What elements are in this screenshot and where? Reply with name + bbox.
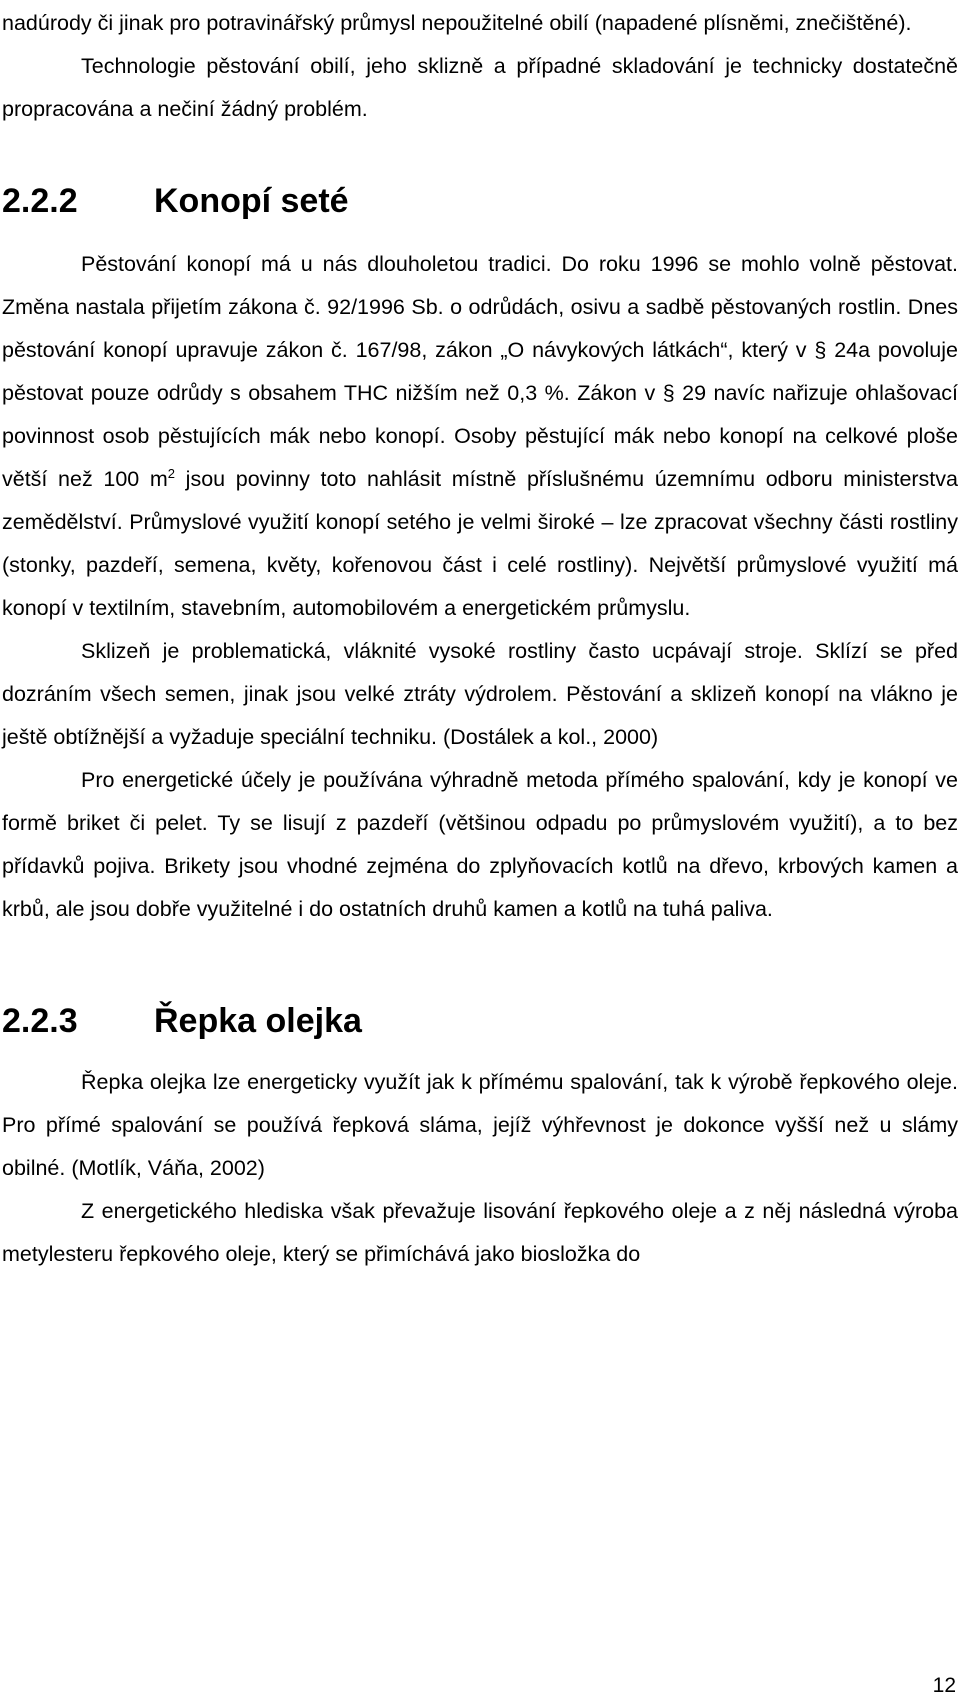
paragraph-text: jsou povinny toto nahlásit místně příslušnému územnímu odboru ministerstva zemědělství. Průmyslové využití konopí setého je velmi široké – lze zpracovat všechny části rostliny (stonky, pazdeří, semena, květy, kořenovou část i celé rostliny). Největší průmyslové využití má konopí v textilním, stavebním, automobilovém a energetickém průmyslu. <box>2 467 958 620</box>
paragraph-rapeseed-oil: Z energetického hlediska však převažuje lisování řepkového oleje a z něj následná výroba metylesteru řepkového oleje, který se přimíchává jako biosložka do <box>2 1199 958 1266</box>
paragraph-hemp-cultivation <box>2 243 958 630</box>
section-title: Řepka olejka <box>154 1002 362 1040</box>
paragraph-text: Pěstování konopí má u nás dlouholetou tradici. Do roku 1996 se mohlo volně pěstovat. Změna nastala přijetím zákona č. 92/1996 Sb. o odrůdách, osivu a sadbě pěstovaných rostlin. Dnes pěstování konopí upravuje zákon č. 167/98, zákon „O návykových látkách“, který v § 24a povoluje pěstovat pouze odrůdy s obsahem THC nižším než 0,3 %. Zákon v § 29 navíc nařizuje ohlašovací povinnost osob pěstujících mák nebo konopí. Osoby pěstující mák nebo konopí na celkové ploše větší než 100 m <box>2 252 958 491</box>
section-number: 2.2.3 <box>2 1002 78 1040</box>
superscript: 2 <box>167 465 176 481</box>
paragraph-hemp-harvest: Sklizeň je problematická, vláknité vysoké rostliny často ucpávají stroje. Sklízí se před dozráním všech semen, jinak jsou velké ztráty výdrolem. Pěstování a sklizeň konopí na vlákno je ještě obtížnější a vyžaduje speciální techniku. (Dostálek a kol., 2000) <box>2 639 958 749</box>
section-title: Konopí seté <box>154 182 349 220</box>
page-number: 12 <box>932 1674 956 1697</box>
section-heading-rapeseed <box>2 997 958 1045</box>
paragraph-rapeseed-use: Řepka olejka lze energeticky využít jak k přímému spalování, tak k výrobě řepkového oleje. Pro přímé spalování se používá řepková sláma, jejíž výhřevnost je dokonce vyšší než u slámy obilné. (Motlík, Váňa, 2002) <box>2 1070 958 1180</box>
section-number: 2.2.2 <box>2 182 78 220</box>
page-content <box>2 2 958 1276</box>
paragraph-cereal-technology: Technologie pěstování obilí, jeho sklizně a případné skladování je technicky dostatečně propracována a nečiní žádný problém. <box>2 54 958 121</box>
section-heading-hemp <box>2 177 958 225</box>
paragraph-continuation: nadúrody či jinak pro potravinářský průmysl nepoužitelné obilí (napadené plísněmi, znečištěné). <box>2 11 912 35</box>
paragraph-hemp-energy: Pro energetické účely je používána výhradně metoda přímého spalování, kdy je konopí ve formě briket či pelet. Ty se lisují z pazdeří (většinou odpadu po průmyslovém využití), a to bez přídavků pojiva. Brikety jsou vhodné zejména do zplyňovacích kotlů na dřevo, krbových kamen a krbů, ale jsou dobře využitelné i do ostatních druhů kamen a kotlů na tuhá paliva. <box>2 768 958 921</box>
